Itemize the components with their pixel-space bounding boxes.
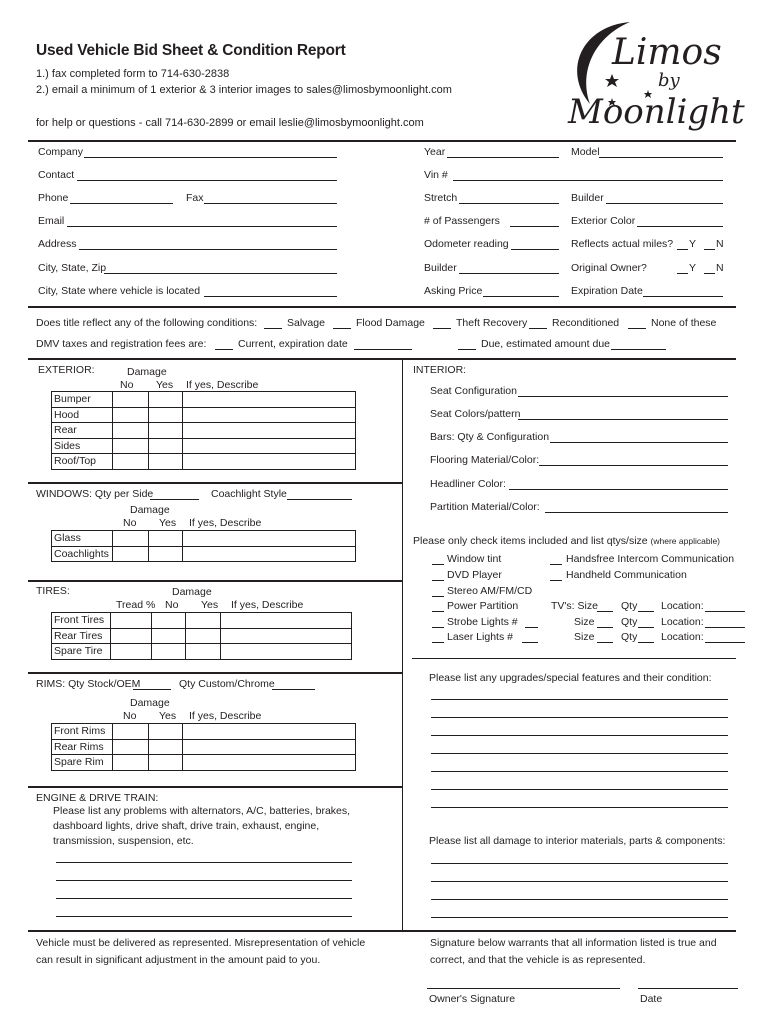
table-row — [52, 739, 356, 755]
yes-cell[interactable] — [186, 644, 221, 660]
no-cell[interactable] — [113, 724, 149, 740]
no-cell[interactable] — [152, 628, 186, 644]
upgrades-line[interactable] — [431, 735, 728, 736]
fax-field[interactable] — [204, 203, 337, 204]
partition-label: Partition Material/Color: — [430, 501, 540, 513]
tv-qty-field[interactable] — [638, 642, 654, 643]
describe-cell[interactable] — [221, 613, 352, 629]
salvage-label: Salvage — [287, 317, 325, 329]
windows-heading: WINDOWS: Qty per Side — [36, 488, 154, 500]
yes-cell[interactable] — [149, 531, 183, 547]
interior-damage-line[interactable] — [431, 881, 728, 882]
handheld-check[interactable] — [550, 580, 562, 581]
no-cell[interactable] — [113, 531, 149, 547]
size-label: Size — [574, 616, 595, 628]
builder2-field[interactable] — [606, 203, 723, 204]
describe-cell[interactable] — [183, 755, 356, 771]
table-row — [52, 546, 356, 562]
describe-cell[interactable] — [183, 392, 356, 408]
divider — [28, 786, 402, 788]
odometer-field[interactable] — [511, 249, 559, 250]
tv-location-field[interactable] — [705, 642, 745, 643]
tv-location-field[interactable] — [705, 611, 745, 612]
model-label: Model — [571, 146, 600, 158]
describe-cell[interactable] — [183, 438, 356, 454]
dvd-check[interactable] — [432, 580, 444, 581]
table-row — [52, 423, 356, 439]
power-partition-label: Power Partition — [447, 600, 519, 612]
original-owner-label: Original Owner? — [571, 262, 647, 274]
owner-yes-field[interactable] — [677, 273, 688, 274]
instruction-fax: 1.) fax completed form to 714-630-2838 — [36, 68, 230, 80]
upgrades-label: Please list any upgrades/special features and their condition: — [429, 672, 712, 684]
windows-table — [51, 530, 356, 562]
passengers-label: # of Passengers — [424, 215, 500, 227]
table-row — [52, 454, 356, 470]
bars-field[interactable] — [550, 442, 728, 443]
seat-config-label: Seat Configuration — [430, 385, 517, 397]
table-row — [52, 644, 352, 660]
date-label: Date — [640, 993, 663, 1005]
upgrades-line[interactable] — [431, 807, 728, 808]
address-label: Address — [38, 238, 77, 250]
divider — [28, 930, 736, 932]
size-label: Size — [574, 631, 595, 643]
row-label: Rear — [52, 423, 113, 439]
row-label: Front Tires — [52, 613, 111, 629]
table-row — [52, 724, 356, 740]
check-note — [413, 536, 720, 547]
yes-cell[interactable] — [149, 407, 183, 423]
describe-cell[interactable] — [183, 739, 356, 755]
vehicle-location-field[interactable] — [204, 296, 337, 297]
rims-stock-field[interactable] — [133, 689, 171, 690]
flooring-label: Flooring Material/Color: — [430, 454, 540, 466]
table-row — [52, 407, 356, 423]
strobe-check[interactable] — [432, 627, 444, 628]
row-label: Spare Tire — [52, 644, 111, 660]
dmv-label: DMV taxes and registration fees are: — [36, 338, 207, 350]
no-cell[interactable] — [113, 546, 149, 562]
help-contact: for help or questions - call 714-630-2899 or email leslie@limosbymoonlight.com — [36, 117, 424, 129]
vehicle-location-label: City, State where vehicle is located — [38, 285, 201, 297]
qty-label: Qty — [621, 600, 638, 612]
table-row — [52, 531, 356, 547]
year-field[interactable] — [447, 157, 559, 158]
headliner-label: Headliner Color: — [430, 478, 506, 490]
phone-label: Phone — [38, 192, 69, 204]
company-field[interactable] — [84, 157, 337, 158]
no-cell[interactable] — [113, 392, 149, 408]
none-label: None of these — [651, 317, 717, 329]
reflects-yes-field[interactable] — [677, 249, 688, 250]
current-label: Current, expiration date — [238, 338, 348, 350]
row-label: Bumper — [52, 392, 113, 408]
yes-cell[interactable] — [149, 546, 183, 562]
handsfree-label: Handsfree Intercom Communication — [566, 553, 735, 565]
theft-label: Theft Recovery — [456, 317, 528, 329]
table-row — [52, 628, 352, 644]
year-label: Year — [424, 146, 446, 158]
describe-cell[interactable] — [183, 407, 356, 423]
disclaimer-line-2: can result in significant adjustment in the amount paid to you. — [36, 954, 321, 966]
engine-line[interactable] — [56, 916, 352, 917]
window-tint-check[interactable] — [432, 564, 444, 565]
row-label: Roof/Top — [52, 454, 113, 470]
title-conditions-label: Does title reflect any of the following conditions: — [36, 317, 258, 329]
yes-cell[interactable] — [186, 628, 221, 644]
interior-damage-line[interactable] — [431, 917, 728, 918]
asking-price-label: Asking Price — [424, 285, 483, 297]
no-cell[interactable] — [113, 454, 149, 470]
describe-cell[interactable] — [183, 454, 356, 470]
contact-label: Contact — [38, 169, 75, 181]
laser-label: Laser Lights # — [447, 631, 513, 643]
location-label: Location: — [661, 631, 704, 643]
reflects-miles-label: Reflects actual miles? — [571, 238, 674, 250]
contact-field[interactable] — [77, 180, 337, 181]
engine-line[interactable] — [56, 862, 352, 863]
theft-check[interactable] — [433, 328, 451, 329]
describe-label: If yes, Describe — [231, 599, 304, 611]
tv-size-field[interactable] — [597, 627, 613, 628]
page-title: Used Vehicle Bid Sheet & Condition Report — [36, 42, 346, 59]
damage-label: Damage — [130, 504, 170, 516]
asking-price-field[interactable] — [483, 296, 559, 297]
vin-field[interactable] — [453, 180, 723, 181]
row-label: Rear Rims — [52, 739, 113, 755]
engine-instructions-2: dashboard lights, drive shaft, drive train, exhaust, engine, — [53, 820, 320, 832]
interior-damage-line[interactable] — [431, 863, 728, 864]
rims-table — [51, 723, 356, 771]
flooring-field[interactable] — [539, 465, 728, 466]
coachlight-style-label: Coachlight Style — [211, 488, 287, 500]
owner-no-field[interactable] — [704, 273, 715, 274]
tires-heading: TIRES: — [36, 585, 70, 597]
divider — [412, 658, 736, 659]
tires-table — [51, 612, 352, 660]
expiration-date-field[interactable] — [354, 349, 412, 350]
stretch-field[interactable] — [459, 203, 559, 204]
disclaimer-line-1: Vehicle must be delivered as represented. Misrepresentation of vehicle — [36, 937, 366, 949]
yes-cell[interactable] — [149, 454, 183, 470]
due-check[interactable] — [458, 349, 476, 350]
signature-date-field[interactable] — [638, 988, 738, 989]
tread-cell[interactable] — [111, 628, 152, 644]
handheld-label: Handheld Communication — [566, 569, 687, 581]
builder-field[interactable] — [459, 273, 559, 274]
no-cell[interactable] — [113, 739, 149, 755]
check-note-text: Please only check items included and list qtys/size — [413, 535, 648, 547]
no-label: N — [716, 262, 724, 274]
row-label: Sides — [52, 438, 113, 454]
strobe-qty-field[interactable] — [525, 627, 538, 628]
divider — [28, 580, 402, 582]
no-cell[interactable] — [113, 407, 149, 423]
yes-cell[interactable] — [149, 739, 183, 755]
salvage-check[interactable] — [264, 328, 282, 329]
rims-custom-label: Qty Custom/Chrome — [179, 678, 275, 690]
tv-location-field[interactable] — [705, 627, 745, 628]
rims-custom-field[interactable] — [272, 689, 315, 690]
rims-heading: RIMS: Qty Stock/OEM — [36, 678, 141, 690]
yes-label: Yes — [159, 517, 177, 529]
describe-cell[interactable] — [183, 423, 356, 439]
table-row — [52, 438, 356, 454]
divider — [28, 482, 402, 484]
stereo-check[interactable] — [432, 596, 444, 597]
handsfree-check[interactable] — [550, 564, 562, 565]
yes-cell[interactable] — [149, 423, 183, 439]
due-amount-field[interactable] — [611, 349, 666, 350]
coachlight-style-field[interactable] — [287, 499, 352, 500]
upgrades-line[interactable] — [431, 717, 728, 718]
tv-size-field[interactable] — [597, 642, 613, 643]
headliner-field[interactable] — [509, 489, 728, 490]
tread-label: Tread % — [116, 599, 156, 611]
vin-label: Vin # — [424, 169, 448, 181]
reconditioned-check[interactable] — [529, 328, 547, 329]
column-divider — [402, 359, 403, 930]
city-label: City, State, Zip — [38, 262, 107, 274]
upgrades-line[interactable] — [431, 771, 728, 772]
table-row — [52, 755, 356, 771]
bars-label: Bars: Qty & Configuration — [430, 431, 550, 443]
yes-cell[interactable] — [149, 755, 183, 771]
instruction-email: 2.) email a minimum of 1 exterior & 3 interior images to sales@limosbymoonlight.com — [36, 84, 452, 96]
fax-label: Fax — [186, 192, 204, 204]
company-logo: Limos by Moonlight — [560, 18, 740, 148]
damage-label: Damage — [127, 366, 167, 378]
no-cell[interactable] — [113, 438, 149, 454]
describe-label: If yes, Describe — [189, 710, 262, 722]
no-label: No — [123, 517, 137, 529]
owner-signature-field[interactable] — [427, 988, 620, 989]
engine-instructions-1: Please list any problems with alternators, A/C, batteries, brakes, — [53, 805, 351, 817]
no-cell[interactable] — [152, 613, 186, 629]
tv-qty-field[interactable] — [638, 611, 654, 612]
none-check[interactable] — [628, 328, 646, 329]
window-tint-label: Window tint — [447, 553, 502, 565]
seat-config-field[interactable] — [518, 396, 728, 397]
exterior-color-field[interactable] — [637, 226, 723, 227]
qty-label: Qty — [621, 631, 638, 643]
row-label: Glass — [52, 531, 113, 547]
yes-cell[interactable] — [149, 724, 183, 740]
power-partition-check[interactable] — [432, 611, 444, 612]
stretch-label: Stretch — [424, 192, 458, 204]
divider — [28, 140, 736, 142]
no-label: N — [716, 238, 724, 250]
star-icon — [605, 74, 619, 87]
table-row — [52, 392, 356, 408]
company-label: Company — [38, 146, 83, 158]
tvs-label: TV's: Size — [551, 600, 598, 612]
yes-label: Yes — [159, 710, 177, 722]
yes-cell[interactable] — [186, 613, 221, 629]
interior-heading: INTERIOR: — [413, 364, 467, 376]
address-field[interactable] — [79, 249, 337, 250]
engine-line[interactable] — [56, 898, 352, 899]
describe-cell[interactable] — [221, 644, 352, 660]
upgrades-line[interactable] — [431, 789, 728, 790]
warranty-line-2: correct, and that the vehicle is as represented. — [430, 954, 646, 966]
no-label: No — [165, 599, 179, 611]
email-field[interactable] — [67, 226, 337, 227]
yes-label: Y — [689, 238, 697, 250]
exterior-table — [51, 391, 356, 470]
email-label: Email — [38, 215, 65, 227]
builder2-label: Builder — [571, 192, 604, 204]
location-label: Location: — [661, 600, 704, 612]
yes-label: Yes — [201, 599, 219, 611]
current-check[interactable] — [215, 349, 233, 350]
flood-check[interactable] — [333, 328, 351, 329]
laser-check[interactable] — [432, 642, 444, 643]
table-row — [52, 613, 352, 629]
describe-cell[interactable] — [183, 546, 356, 562]
reflects-no-field[interactable] — [704, 249, 715, 250]
describe-label: If yes, Describe — [186, 379, 259, 391]
damage-label: Damage — [172, 586, 212, 598]
row-label: Rear Tires — [52, 628, 111, 644]
windows-qty-field[interactable] — [150, 499, 199, 500]
seat-colors-field[interactable] — [518, 419, 728, 420]
laser-qty-field[interactable] — [522, 642, 538, 643]
reconditioned-label: Reconditioned — [552, 317, 620, 329]
expiration-label: Expiration Date — [571, 285, 643, 297]
tread-cell[interactable] — [111, 644, 152, 660]
describe-cell[interactable] — [183, 531, 356, 547]
strobe-label: Strobe Lights # — [447, 616, 518, 628]
no-cell[interactable] — [113, 755, 149, 771]
no-cell[interactable] — [113, 423, 149, 439]
no-cell[interactable] — [152, 644, 186, 660]
tread-cell[interactable] — [111, 613, 152, 629]
engine-line[interactable] — [56, 880, 352, 881]
exterior-color-label: Exterior Color — [571, 215, 636, 227]
dvd-label: DVD Player — [447, 569, 502, 581]
yes-label: Yes — [156, 379, 174, 391]
row-label: Hood — [52, 407, 113, 423]
flood-label: Flood Damage — [356, 317, 425, 329]
engine-instructions-3: transmission, suspension, etc. — [53, 835, 194, 847]
seat-colors-label: Seat Colors/pattern — [430, 408, 521, 420]
row-label: Spare Rim — [52, 755, 113, 771]
tv-size-field[interactable] — [597, 611, 613, 612]
divider — [28, 358, 736, 360]
passengers-field[interactable] — [510, 226, 559, 227]
yes-cell[interactable] — [149, 392, 183, 408]
qty-label: Qty — [621, 616, 638, 628]
city-field[interactable] — [104, 273, 337, 274]
divider — [28, 306, 736, 308]
exterior-heading: EXTERIOR: — [38, 364, 95, 376]
warranty-line-1: Signature below warrants that all information listed is true and — [430, 937, 717, 949]
upgrades-line[interactable] — [431, 753, 728, 754]
partition-field[interactable] — [545, 512, 728, 513]
stereo-label: Stereo AM/FM/CD — [447, 585, 533, 597]
expiration-field[interactable] — [643, 296, 723, 297]
builder-label: Builder — [424, 262, 457, 274]
describe-cell[interactable] — [221, 628, 352, 644]
interior-damage-label: Please list all damage to interior materials, parts & components: — [429, 835, 726, 847]
row-label: Front Rims — [52, 724, 113, 740]
where-applicable-note: (where applicable) — [650, 536, 720, 546]
odometer-label: Odometer reading — [424, 238, 509, 250]
owner-signature-label: Owner's Signature — [429, 993, 516, 1005]
model-field[interactable] — [599, 157, 723, 158]
row-label: Coachlights — [52, 546, 113, 562]
engine-heading: ENGINE & DRIVE TRAIN: — [36, 792, 159, 804]
yes-cell[interactable] — [149, 438, 183, 454]
due-label: Due, estimated amount due — [481, 338, 610, 350]
describe-cell[interactable] — [183, 724, 356, 740]
no-label: No — [123, 710, 137, 722]
upgrades-line[interactable] — [431, 699, 728, 700]
phone-field[interactable] — [70, 203, 173, 204]
no-label: No — [120, 379, 134, 391]
yes-label: Y — [689, 262, 697, 274]
interior-damage-line[interactable] — [431, 899, 728, 900]
damage-label: Damage — [130, 697, 170, 709]
describe-label: If yes, Describe — [189, 517, 262, 529]
divider — [28, 672, 402, 674]
location-label: Location: — [661, 616, 704, 628]
tv-qty-field[interactable] — [638, 627, 654, 628]
